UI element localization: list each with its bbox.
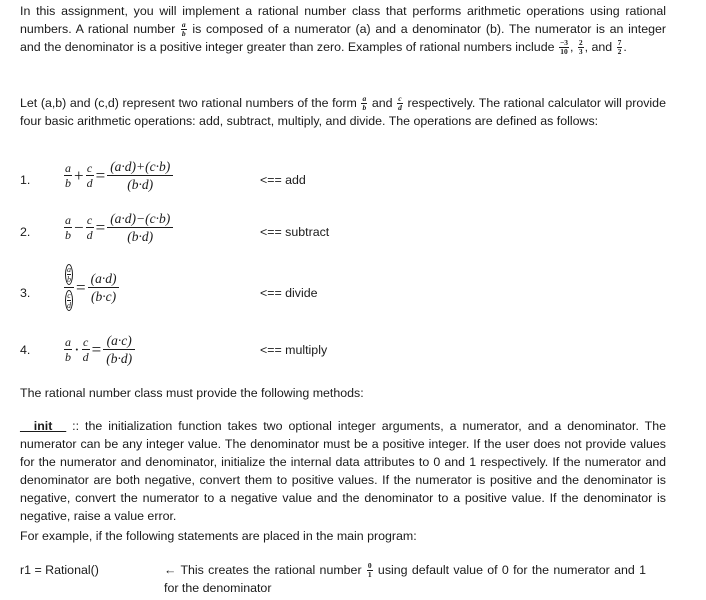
- fraction-c-d: $\frac{c}{d}$: [398, 94, 402, 113]
- definition-text-2: respectively. The rational calculator will provide four basic arithmetic operations: add, subtract, multiply, and divide. The operations are defined as follows:: [20, 96, 666, 129]
- equals-sign: =: [95, 217, 106, 237]
- intro-text-1: In this assignment, you will implement a rational number class that performs arithmetic operations using rational numbers. A rational number: [20, 4, 666, 36]
- init-method-description: :: the initialization function takes two optional integer arguments, a numerator, and a denominator. The numerator can be any integer value. The denominator must be a positive integer. If the user does not provide values for the numerator and denominator, initialize the internal data attributes to 0 and 1 respectively. If the numerator and denominator are both negative, convert them to positive values. If the numerator is positive and the denominator is negative, convert the numerator to a negative value and the denominator to a positive value. If the denominator is negative, raise a value error.: [20, 419, 666, 523]
- example-fraction-2: $\frac{2}{3}$: [578, 38, 583, 57]
- result-fraction: $\frac{(a\cdot d)}{(b\cdot c)}$: [88, 270, 120, 305]
- operation-add-label: <== add: [260, 173, 306, 187]
- fraction-c-d: $\frac{c}{d}$: [86, 161, 93, 190]
- and-word: and: [591, 40, 613, 55]
- operation-multiply-formula: [64, 332, 135, 367]
- operation-divide-label: <== divide: [260, 286, 318, 300]
- example-code: r1 = Rational(): [20, 563, 99, 577]
- example-fraction-3: $\frac{7}{2}$: [617, 38, 622, 57]
- operation-2-index: 2.: [20, 225, 31, 239]
- result-fraction: $\frac{(a\cdot d)-(c\cdot b)}{(b\cdot d)}$: [107, 210, 173, 245]
- operation-1-index: 1.: [20, 173, 31, 187]
- example-description: ← This creates the rational number $\frac{0}{1}$ using default value of 0 for the numerator and 1 for the denominator: [164, 561, 646, 596]
- operation-3-index: 3.: [20, 286, 31, 300]
- methods-heading: The rational number class must provide the following methods:: [20, 386, 364, 400]
- circled-fraction-c-d: $\frac{c}{d}$: [67, 291, 71, 310]
- init-method-paragraph: [20, 417, 666, 525]
- equals-sign: =: [91, 339, 102, 359]
- example-intro: For example, if the following statements are placed in the main program:: [20, 529, 417, 543]
- intro-text-2: is composed of a numerator (a) and a denominator (b). The numerator is an integer and the denominator is a positive integer greater than zero. Examples of rational numbers include: [20, 22, 667, 55]
- fraction-a-over-b: $\frac{a}{b}$: [181, 20, 186, 39]
- definition-paragraph: Let (a,b) and (c,d) represent two rational numbers of the form $\frac{a}{b}$ and $\frac{c}{d}$ respectively. The rational calculator will provide four basic arithmetic operations: add, subtract, multiply, and divide. The operations are defined as follows:: [20, 94, 666, 129]
- definition-text-1: Let (a,b) and (c,d) represent two rational numbers of the form: [20, 96, 357, 110]
- dot-sign: ·: [74, 339, 80, 359]
- operation-subtract-label: <== subtract: [260, 225, 330, 239]
- intro-paragraph: In this assignment, you will implement a rational number class that performs arithmetic operations using rational numbers. A rational number $\frac{a}{b}$ is composed of a numerator (a) and a denominator (b). The numerator is an integer and the denominator is a positive integer greater than zero. Examples of rational numbers include $\frac{-3}{10}$ , $\frac{2}{3}$ , and $\frac{7}{2}$ .: [20, 4, 667, 57]
- equals-sign: =: [76, 277, 86, 297]
- fraction-c-d: $\frac{c}{d}$: [82, 335, 89, 364]
- operation-divide-formula: [64, 264, 119, 311]
- fraction-a-b: $\frac{a}{b}$: [362, 94, 367, 113]
- left-arrow-icon: ←: [164, 563, 177, 577]
- operation-add-formula: [64, 158, 173, 193]
- operation-multiply-label: <== multiply: [260, 343, 328, 357]
- circled-fraction-a-b: $\frac{a}{b}$: [67, 265, 71, 284]
- operation-subtract-formula: [64, 210, 173, 245]
- fraction-a-b: $\frac{a}{b}$: [65, 161, 71, 190]
- fraction-a-b: $\frac{a}{b}$: [65, 335, 71, 364]
- example-fraction-1: $\frac{-3}{10}$: [559, 38, 568, 57]
- init-method-name: __init__: [20, 419, 67, 433]
- plus-sign: +: [74, 165, 84, 185]
- operation-4-index: 4.: [20, 343, 31, 357]
- compound-fraction: [64, 264, 74, 311]
- equals-sign: =: [95, 165, 106, 185]
- fraction-a-b: $\frac{a}{b}$: [65, 213, 71, 242]
- result-fraction: $\frac{(a\cdot c)}{(b\cdot d)}$: [103, 332, 135, 367]
- minus-sign: −: [74, 217, 84, 237]
- fraction-c-d: $\frac{c}{d}$: [86, 213, 93, 242]
- result-fraction: $\frac{(a\cdot d)+(c\cdot b)}{(b\cdot d)}$: [107, 158, 173, 193]
- fraction-0-over-1: $\frac{0}{1}$: [367, 561, 372, 580]
